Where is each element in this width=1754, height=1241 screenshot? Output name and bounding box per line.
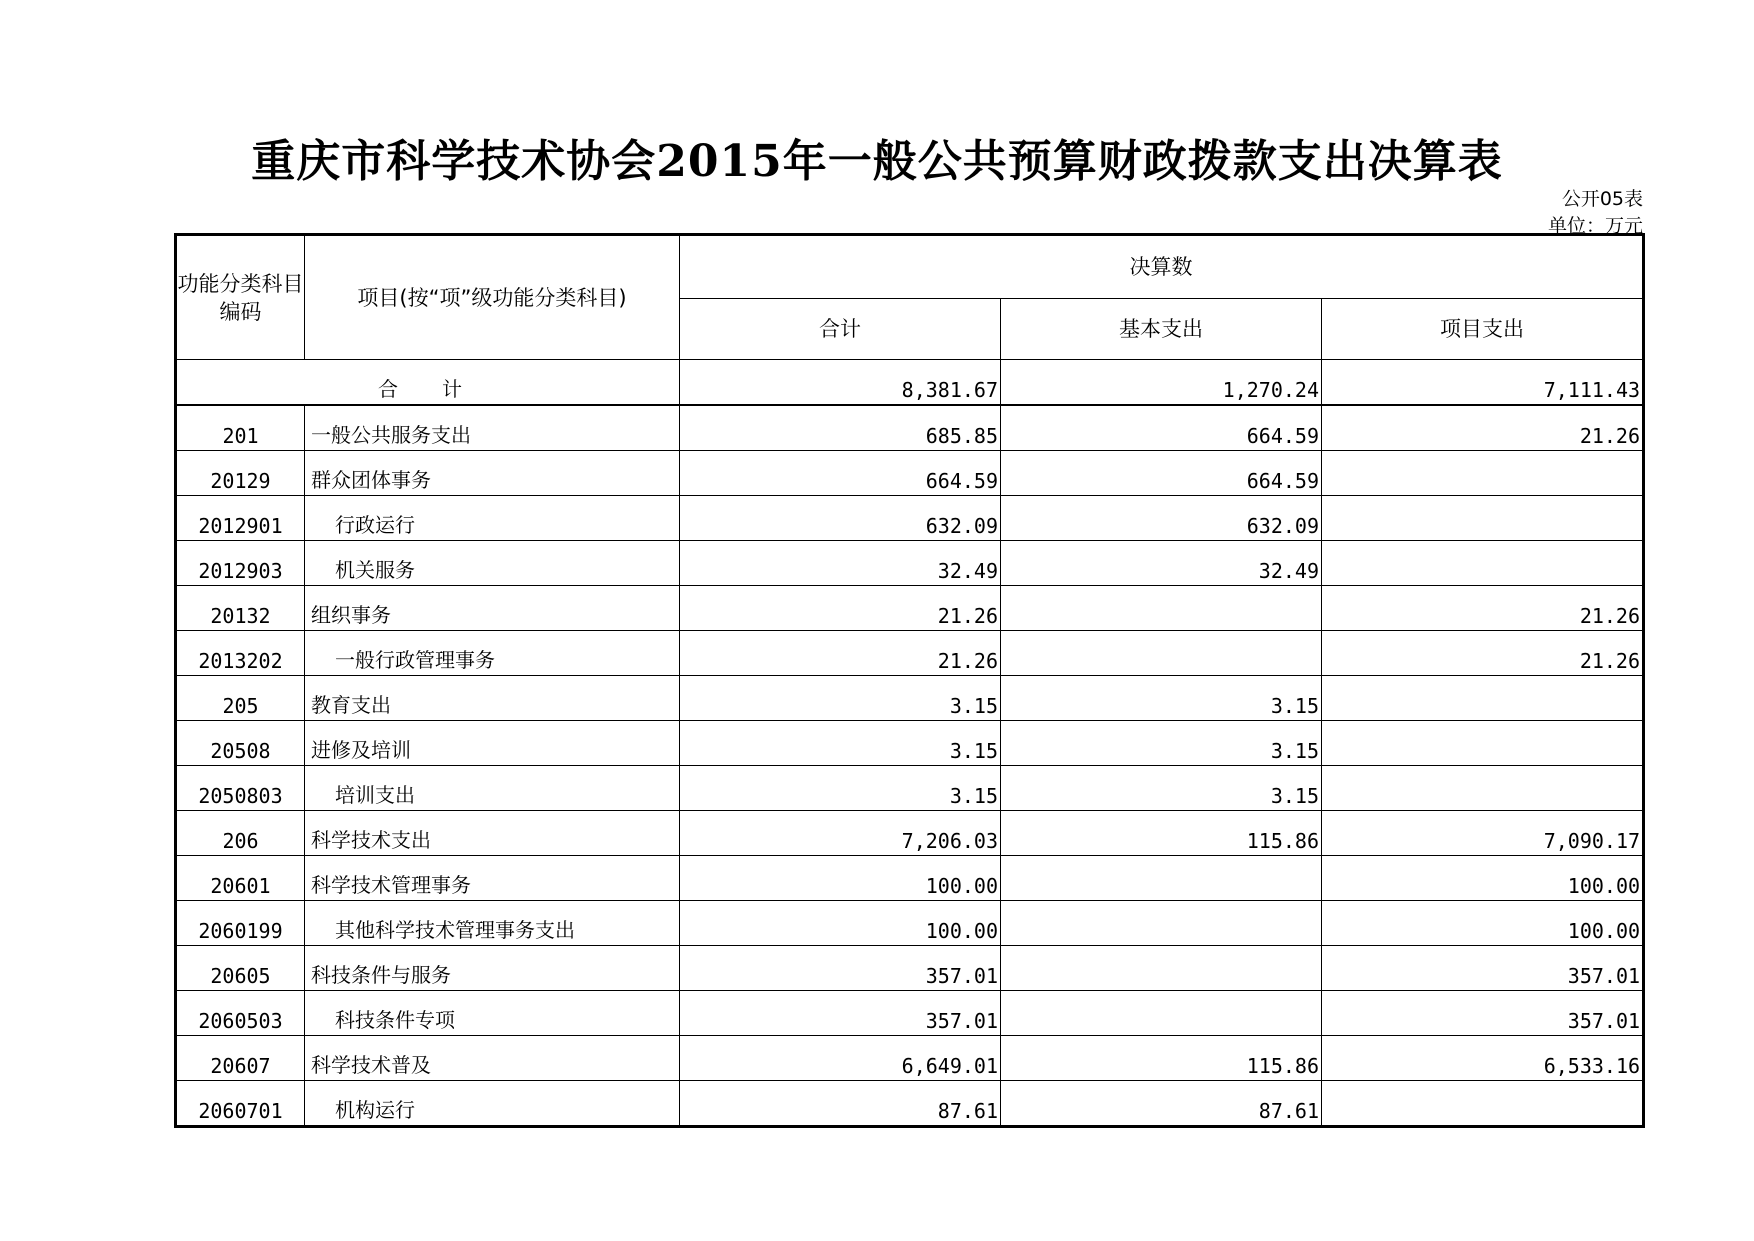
row-basic <box>1001 631 1322 676</box>
row-code: 2060503 <box>176 991 305 1036</box>
row-code: 2060199 <box>176 901 305 946</box>
table-row <box>176 1081 1644 1127</box>
expenditure-table <box>174 233 1645 1128</box>
table-row <box>176 451 1644 496</box>
row-project: 100.00 <box>1322 856 1644 901</box>
row-item-name: 组织事务 <box>305 586 680 631</box>
row-total: 21.26 <box>680 631 1001 676</box>
header-code: 功能分类科目编码 <box>176 235 305 360</box>
row-basic: 87.61 <box>1001 1081 1322 1127</box>
row-project <box>1322 676 1644 721</box>
row-basic <box>1001 991 1322 1036</box>
row-code: 20601 <box>176 856 305 901</box>
row-project: 6,533.16 <box>1322 1036 1644 1081</box>
row-code: 205 <box>176 676 305 721</box>
table-row <box>176 541 1644 586</box>
table-row <box>176 766 1644 811</box>
row-item-name: 一般公共服务支出 <box>305 405 680 451</box>
row-item-name: 行政运行 <box>305 496 680 541</box>
row-total: 3.15 <box>680 676 1001 721</box>
row-basic: 632.09 <box>1001 496 1322 541</box>
row-total: 7,206.03 <box>680 811 1001 856</box>
row-project: 7,090.17 <box>1322 811 1644 856</box>
row-code: 2050803 <box>176 766 305 811</box>
row-total: 6,649.01 <box>680 1036 1001 1081</box>
row-project: 100.00 <box>1322 901 1644 946</box>
row-basic <box>1001 856 1322 901</box>
table-row <box>176 991 1644 1036</box>
row-basic <box>1001 901 1322 946</box>
row-code: 2012901 <box>176 496 305 541</box>
row-project <box>1322 766 1644 811</box>
row-total: 87.61 <box>680 1081 1001 1127</box>
row-total: 100.00 <box>680 901 1001 946</box>
row-basic <box>1001 586 1322 631</box>
row-item-name: 教育支出 <box>305 676 680 721</box>
header-final-amount: 决算数 <box>680 235 1644 299</box>
row-total: 21.26 <box>680 586 1001 631</box>
row-code: 206 <box>176 811 305 856</box>
unit-label: 单位：万元 <box>1547 215 1643 237</box>
row-total: 3.15 <box>680 721 1001 766</box>
header-basic-expenditure: 基本支出 <box>1001 299 1322 360</box>
row-project <box>1322 541 1644 586</box>
total-label: 合 计 <box>176 360 680 406</box>
row-project: 21.26 <box>1322 631 1644 676</box>
header-total: 合计 <box>680 299 1001 360</box>
table-row <box>176 811 1644 856</box>
row-project <box>1322 496 1644 541</box>
row-total: 632.09 <box>680 496 1001 541</box>
row-total: 357.01 <box>680 946 1001 991</box>
row-item-name: 培训支出 <box>305 766 680 811</box>
total-basic: 1,270.24 <box>1001 360 1322 406</box>
row-basic: 32.49 <box>1001 541 1322 586</box>
table-row <box>176 856 1644 901</box>
row-code: 20607 <box>176 1036 305 1081</box>
table-row <box>176 901 1644 946</box>
row-item-name: 其他科学技术管理事务支出 <box>305 901 680 946</box>
row-basic: 3.15 <box>1001 766 1322 811</box>
table-row <box>176 946 1644 991</box>
row-code: 20129 <box>176 451 305 496</box>
row-item-name: 一般行政管理事务 <box>305 631 680 676</box>
row-code: 2012903 <box>176 541 305 586</box>
row-item-name: 科学技术管理事务 <box>305 856 680 901</box>
row-project: 21.26 <box>1322 405 1644 451</box>
row-code: 201 <box>176 405 305 451</box>
row-basic: 664.59 <box>1001 451 1322 496</box>
table-row <box>176 586 1644 631</box>
total-row <box>176 360 1644 406</box>
table-row <box>176 496 1644 541</box>
row-item-name: 机构运行 <box>305 1081 680 1127</box>
row-project: 357.01 <box>1322 991 1644 1036</box>
document-title: 重庆市科学技术协会2015年一般公共预算财政拨款支出决算表 <box>251 136 1503 187</box>
row-basic: 115.86 <box>1001 1036 1322 1081</box>
row-item-name: 科学技术支出 <box>305 811 680 856</box>
row-code: 2013202 <box>176 631 305 676</box>
row-project <box>1322 1081 1644 1127</box>
row-code: 20605 <box>176 946 305 991</box>
row-total: 664.59 <box>680 451 1001 496</box>
table-row <box>176 676 1644 721</box>
row-project <box>1322 451 1644 496</box>
row-item-name: 进修及培训 <box>305 721 680 766</box>
row-item-name: 群众团体事务 <box>305 451 680 496</box>
row-project: 357.01 <box>1322 946 1644 991</box>
row-item-name: 机关服务 <box>305 541 680 586</box>
form-number: 公开05表 <box>1561 188 1643 210</box>
row-basic: 115.86 <box>1001 811 1322 856</box>
row-total: 357.01 <box>680 991 1001 1036</box>
row-code: 20508 <box>176 721 305 766</box>
row-item-name: 科技条件与服务 <box>305 946 680 991</box>
row-basic: 664.59 <box>1001 405 1322 451</box>
row-total: 3.15 <box>680 766 1001 811</box>
header-item-name: 项目(按“项”级功能分类科目) <box>305 235 680 360</box>
row-basic: 3.15 <box>1001 721 1322 766</box>
row-code: 20132 <box>176 586 305 631</box>
table-row <box>176 721 1644 766</box>
row-code: 2060701 <box>176 1081 305 1127</box>
row-total: 100.00 <box>680 856 1001 901</box>
total-project: 7,111.43 <box>1322 360 1644 406</box>
row-project: 21.26 <box>1322 586 1644 631</box>
table-row <box>176 631 1644 676</box>
table-row <box>176 405 1644 451</box>
row-item-name: 科学技术普及 <box>305 1036 680 1081</box>
row-item-name: 科技条件专项 <box>305 991 680 1036</box>
row-project <box>1322 721 1644 766</box>
table-row <box>176 1036 1644 1081</box>
header-project-expenditure: 项目支出 <box>1322 299 1644 360</box>
row-total: 685.85 <box>680 405 1001 451</box>
row-basic: 3.15 <box>1001 676 1322 721</box>
total-sum: 8,381.67 <box>680 360 1001 406</box>
row-basic <box>1001 946 1322 991</box>
row-total: 32.49 <box>680 541 1001 586</box>
